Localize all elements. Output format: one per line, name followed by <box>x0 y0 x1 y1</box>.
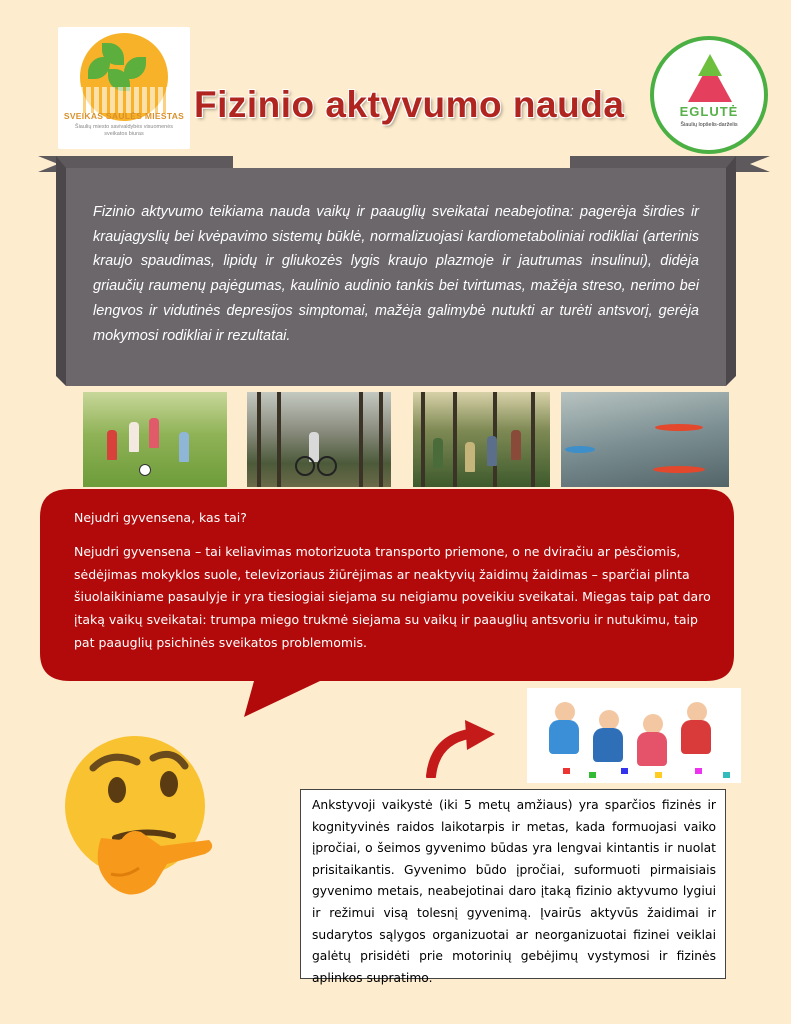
child-figure <box>637 732 667 766</box>
child-figure <box>129 422 139 452</box>
child-figure <box>643 714 663 734</box>
photo-kids-playing-blocks <box>527 688 741 783</box>
bike-wheel-icon <box>295 456 315 476</box>
tree-trunk <box>359 392 363 487</box>
page-title: Fizinio aktyvumo nauda <box>194 84 625 125</box>
kayak-icon <box>565 446 595 453</box>
photo-children-football <box>83 392 227 487</box>
tree-trunk <box>421 392 425 487</box>
hiker-figure <box>465 442 475 472</box>
hiker-figure <box>433 438 443 468</box>
photo-cycling-forest <box>247 392 391 487</box>
hiker-figure <box>487 436 497 466</box>
bike-wheel-icon <box>317 456 337 476</box>
banner-text: Fizinio aktyvumo teikiama nauda vaikų ir paauglių sveikatai neabejotina: pagerėja širdies ir kraujagyslių bei kvėpavimo sistemų būklė, normalizuojasi kardiometaboliniai rodikliai (arterinis kraujo spaudimas, lipidų ir gliukozės lygis kraujo plazmoje ir jautrumas insulinui), didėja griaučių raumenų pajėgumas, kaulinio audinio tankis bei tvirtumas, mažėja streso, nerimo bei lengvos ir vidutinės depresijos simptomai, mažėja galimybė nutukti ar turėti antsvorį, gerėja mokymosi rodikliai ir rezultatai. <box>93 204 699 344</box>
tree-trunk <box>257 392 261 487</box>
bubble-text: Nejudri gyvensena – tai keliavimas motorizuota transporto priemone, o ne dviračiu ar pėsčiomis, sėdėjimas mokyklos suole, televizoriaus žiūrėjimas ar neaktyvių žaidimų žaidimas – sparčiai plinta šiuolaikiniame pasaulyje ir yra tiesiogiai siejama su neigiamu poveikiu sveikatai. Miegas taip pat daro įtaką vaikų sveikatai: trumpa miego trukmė siejama su vaikų ir paauglių antsvoriu ir nutukimu, taip pat paauglių psichinės sveikatos problemomis. <box>74 544 711 650</box>
tree-trunk <box>379 392 383 487</box>
child-figure <box>599 710 619 730</box>
tree-trunk <box>277 392 281 487</box>
logo-sveikas-saules-miestas <box>58 27 190 149</box>
photo-family-hiking <box>413 392 550 487</box>
toy-block <box>621 768 628 774</box>
logo-right-subtitle: Šiaulių lopšelis-darželis <box>680 122 738 128</box>
toy-block <box>655 772 662 778</box>
logo-eglute <box>650 36 768 154</box>
tree-trunk <box>453 392 457 487</box>
child-figure <box>149 418 159 448</box>
thinking-face-icon <box>45 728 235 918</box>
child-figure <box>107 430 117 460</box>
curved-arrow-icon <box>425 718 500 778</box>
city-skyline-icon <box>78 87 170 113</box>
bubble-title: Nejudri gyvensena, kas tai? <box>74 510 247 525</box>
kayak-icon <box>655 424 703 431</box>
toy-block <box>563 768 570 774</box>
child-figure <box>179 432 189 462</box>
info-text: Ankstyvoji vaikystė (iki 5 metų amžiaus) yra sparčios fizinės ir kognityvinės raidos laikotarpis ir metas, kada formuojasi vaiko įpročiai, o šeimos gyvenimo būdas yra lengvai kintantis ir nuolat prisitaikantis. Gyvenimo būdo įpročiai, suformuoti pirmaisiais gyvenimo metais, neabejotinai daro įtaką fizinio aktyvumo lygiui ir režimui visą tolesnį gyvenimą. Įvairūs aktyvūs žaidimai ir sudarytos sąlygos organizuotai ar neorganizuotai fizinei veiklai galėtų prisidėti prie motorinių gebėjimų vystymosi ir fizinės aplinkos supratimo. <box>312 798 716 985</box>
logo-left-subtitle: Šiaulių miesto savivaldybės visuomenės sveikatos biuras <box>74 124 174 137</box>
hiker-figure <box>511 430 521 460</box>
ball-icon <box>139 464 151 476</box>
toy-block <box>695 768 702 774</box>
photo-kayaks <box>561 392 729 487</box>
logo-right-name: EGLUTĖ <box>679 104 739 119</box>
logo-left-name: SVEIKAS SAULĖS MIESTAS <box>63 111 185 121</box>
child-figure <box>687 702 707 722</box>
child-figure <box>549 720 579 754</box>
toy-block <box>723 772 730 778</box>
kayak-icon <box>653 466 705 473</box>
child-figure <box>593 728 623 762</box>
child-figure <box>555 702 575 722</box>
tree-trunk <box>531 392 535 487</box>
toy-block <box>589 772 596 778</box>
tree-top-icon <box>698 54 722 76</box>
child-figure <box>681 720 711 754</box>
